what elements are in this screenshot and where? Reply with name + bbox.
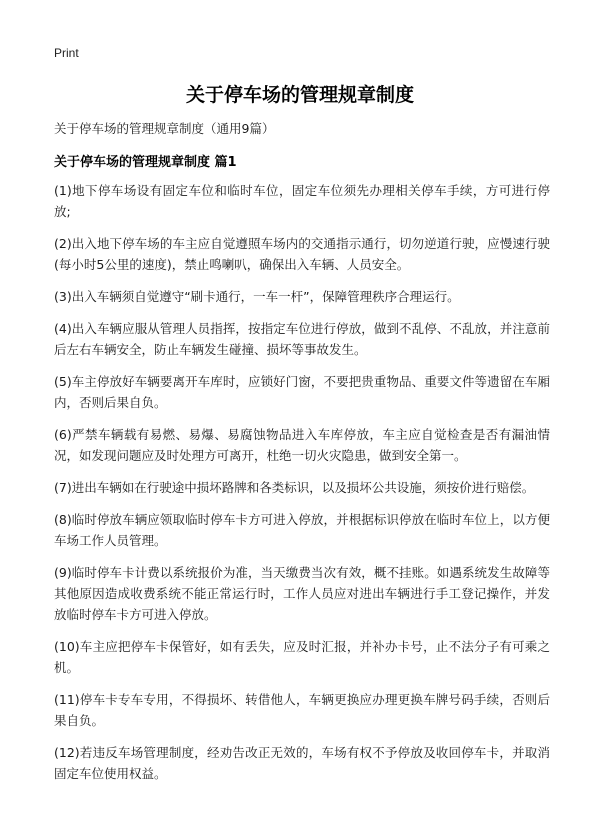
- rule-paragraph-8: (8)临时停放车辆应领取临时停车卡方可进入停放，并根据标识停放在临时车位上，以方便车场工作人员管理。: [54, 512, 550, 548]
- rule-paragraph-6: (6)严禁车辆载有易燃、易爆、易腐蚀物品进入车库停放，车主应自觉检查是否有漏油情况，如发现问题应及时处理方可离开，杜绝一切火灾隐患，做到安全第一。: [54, 427, 550, 463]
- print-link[interactable]: Print: [54, 46, 79, 60]
- rule-paragraph-10: (10)车主应把停车卡保管好，如有丢失，应及时汇报，并补办卡号，止不法分子有可乘之机。: [54, 639, 550, 675]
- rule-paragraph-11: (11)停车卡专车专用，不得损坏、转借他人，车辆更换应办理更换车牌号码手续，否则后果自负。: [54, 692, 550, 728]
- page-title: 关于停车场的管理规章制度: [185, 84, 414, 106]
- rule-paragraph-4: (4)出入车辆应服从管理人员指挥，按指定车位进行停放，做到不乱停、不乱放，并注意前后左右车辆安全，防止车辆发生碰撞、损坏等事故发生。: [54, 321, 550, 357]
- rule-paragraph-12: (12)若违反车场管理制度，经劝告改正无效的，车场有权不予停放及收回停车卡，并取消固定车位使用权益。: [54, 745, 550, 781]
- rule-paragraph-7: (7)进出车辆如在行驶途中损坏路牌和各类标识，以及损坏公共设施，须按价进行赔偿。: [54, 480, 535, 495]
- rule-paragraph-5: (5)车主停放好车辆要离开车库时，应锁好门窗，不要把贵重物品、重要文件等遗留在车厢内，否则后果自负。: [54, 374, 550, 410]
- rules-list: [54, 180, 550, 795]
- rule-paragraph-1: (1)地下停车场设有固定车位和临时车位，固定车位须先办理相关停车手续，方可进行停放;: [54, 183, 550, 219]
- rule-paragraph-2: (2)出入地下停车场的车主应自觉遵照车场内的交通指示通行，切勿逆道行驶，应慢速行驶(每小时5公里的速度)，禁止鸣喇叭，确保出入车辆、人员安全。: [54, 236, 550, 272]
- section-heading: 关于停车场的管理规章制度 篇1: [54, 155, 237, 170]
- document-subtitle: 关于停车场的管理规章制度（通用9篇）: [54, 121, 275, 136]
- rule-paragraph-3: (3)出入车辆须自觉遵守“刷卡通行，一车一杆”，保障管理秩序合理运行。: [54, 289, 460, 304]
- rule-paragraph-9: (9)临时停车卡计费以系统报价为准，当天缴费当次有效，概不挂账。如遇系统发生故障等其他原因造成收费系统不能正常运行时，工作人员应对进出车辆进行手工登记操作，并发放临时停车卡方可进入停放。: [54, 565, 550, 622]
